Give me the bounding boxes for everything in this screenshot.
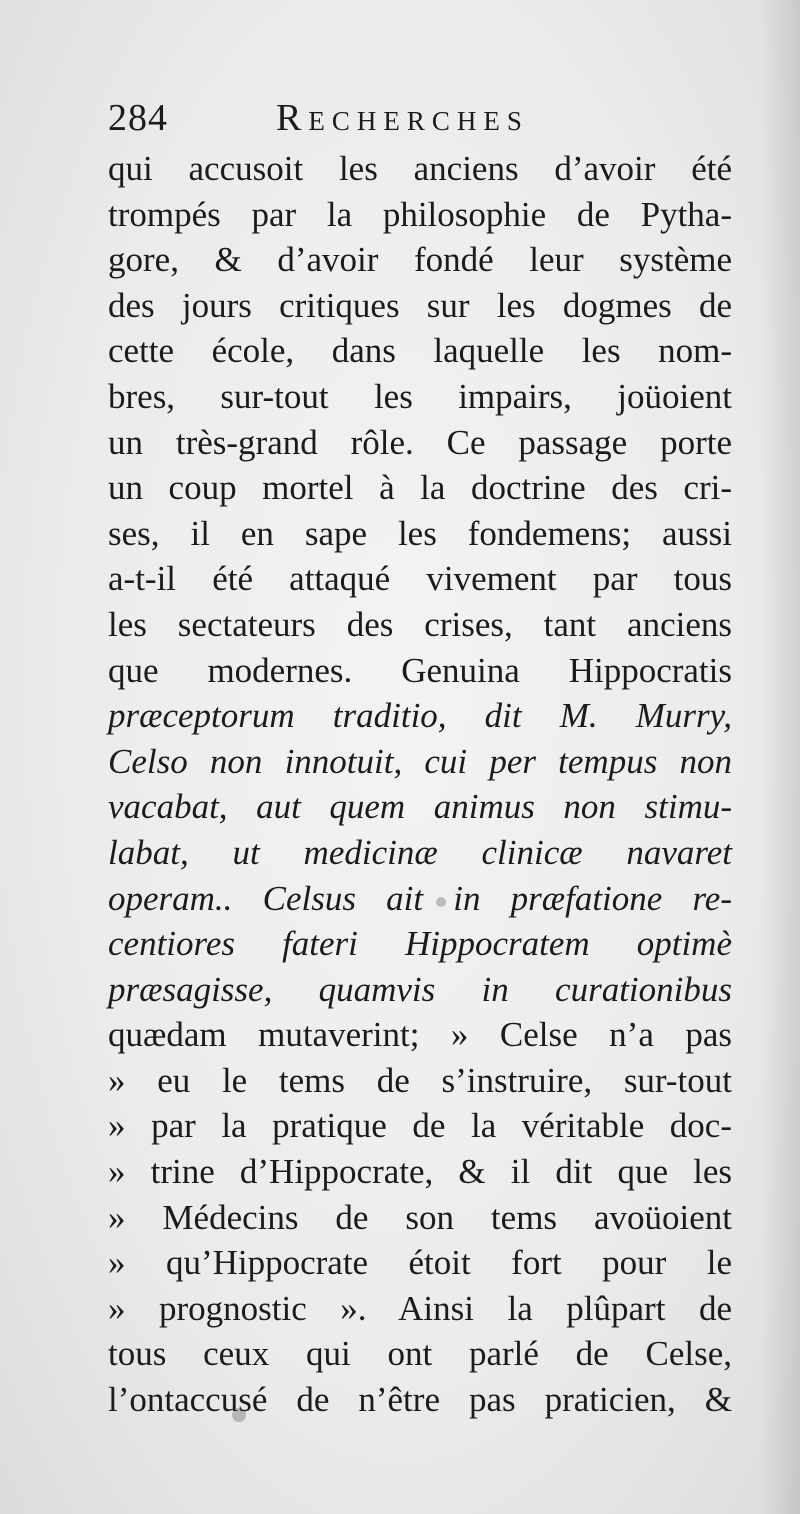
text-line: qui accusoit les anciens d’avoir été (108, 149, 732, 188)
text-line-latin: labat, ut medicinæ clinicæ navaret (108, 832, 732, 872)
text-line: les sectateurs des crises, tant anciens (108, 604, 732, 644)
text-line: tous ceux qui ont parlé de Celse, (108, 1334, 732, 1374)
paper-speck (232, 1408, 246, 1422)
text-line: » qu’Hippocrate étoit fort pour le (108, 1243, 732, 1283)
text-line: un coup mortel à la doctrine des cri- (108, 468, 732, 508)
text-line: bres, sur-tout les impairs, joüoient (108, 376, 732, 416)
text-line-latin: operam.. Celsus ait in præfatione re- (108, 878, 732, 918)
text-line-latin: præceptorum traditio, dit M. Murry, (108, 696, 732, 736)
text-line-latin: præsagisse, quamvis in curationibus (108, 969, 732, 1009)
text-line: » prognostic ». Ainsi la plûpart de (108, 1288, 732, 1328)
text-line: que modernes. Genuina Hippocratis (108, 650, 732, 690)
text-line: » eu le tems de s’instruire, sur-tout (108, 1060, 732, 1100)
page-number: 284 (108, 97, 168, 139)
text-line: l’ontaccusé de n’être pas praticien, & (108, 1380, 732, 1420)
text-line: cette école, dans laquelle les nom- (108, 331, 732, 371)
text-line: » Médecins de son tems avoüoient (108, 1197, 732, 1237)
text-line: des jours critiques sur les dogmes de (108, 285, 732, 325)
text-line: un très-grand rôle. Ce passage porte (108, 422, 732, 462)
text-line-latin: vacabat, aut quem animus non stimu- (108, 787, 732, 827)
text-line: quædam mutaverint; » Celse n’a pas (108, 1015, 732, 1055)
body-text (108, 146, 732, 1423)
text-line: a-t-il été attaqué vivement par tous (108, 559, 732, 599)
page-header (108, 96, 608, 146)
running-title: Recherches (276, 97, 529, 139)
paper-speck (436, 897, 446, 907)
text-line-latin: Celso non innotuit, cui per tempus non (108, 741, 732, 781)
text-line: ses, il en sape les fondemens; aussi (108, 513, 732, 553)
text-line: gore, & d’avoir fondé leur système (108, 240, 732, 280)
text-line-latin: centiores fateri Hippocratem optimè (108, 924, 732, 964)
text-line: trompés par la philosophie de Pytha- (108, 194, 732, 234)
text-line: » trine d’Hippocrate, & il dit que les (108, 1152, 732, 1192)
text-line: » par la pratique de la véritable doc- (108, 1106, 732, 1146)
